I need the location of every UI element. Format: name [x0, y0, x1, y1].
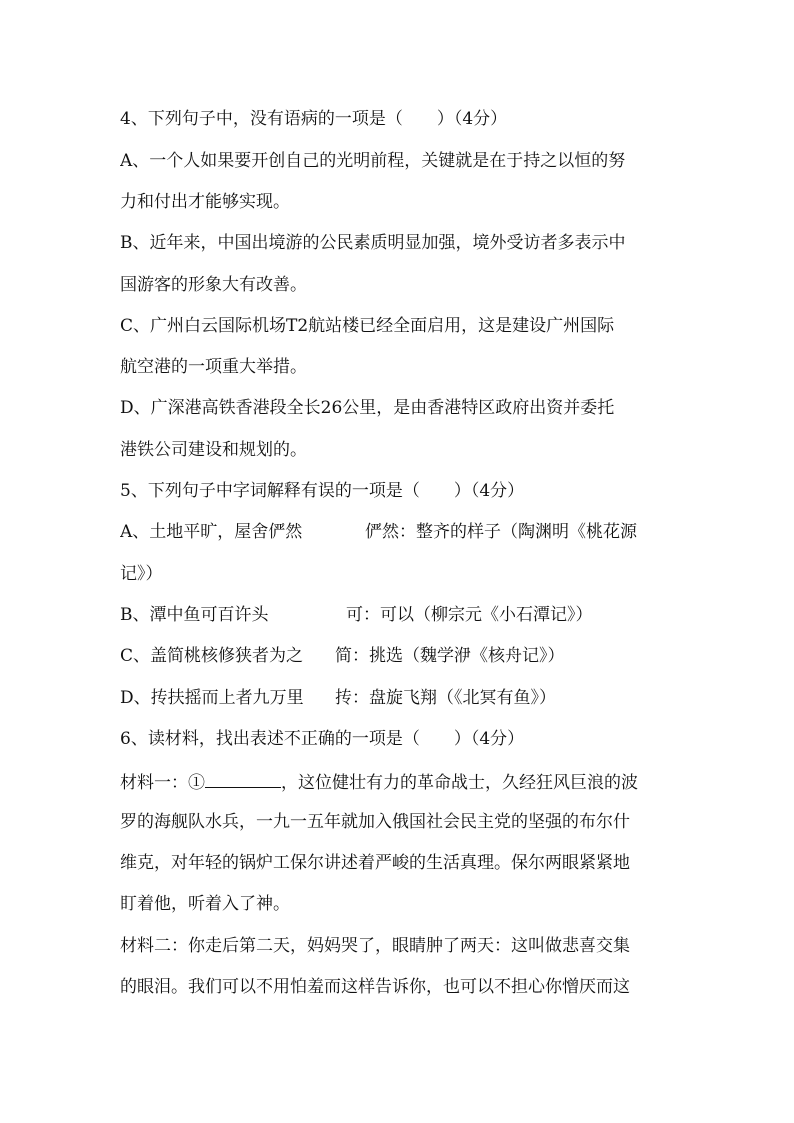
q4-option-c-line2: 航空港的一项重大举措。: [120, 357, 307, 377]
q6-material-1-text: ，这位健壮有力的革命战士，久经狂风巨浪的波: [281, 773, 638, 793]
q4-option-b-line2: 国游客的形象大有改善。: [120, 275, 307, 295]
question-5-stem: 5、下列句子中字词解释有误的一项是（ ）（4分）: [120, 481, 525, 501]
q5-option-c-sentence: C、盖简桃核修狭者为之: [120, 646, 304, 666]
q4-option-b-line1: B、近年来，中国出境游的公民素质明显加强，境外受访者多表示中: [120, 233, 626, 253]
q5-option-b-explanation: 可：可以（柳宗元《小石潭记》）: [346, 605, 593, 625]
q4-option-c-line1: C、广州白云国际机场T2航站楼已经全面启用，这是建设广州国际: [120, 316, 615, 336]
q5-option-d-sentence: D、抟扶摇而上者九万里: [120, 688, 304, 708]
fill-in-blank: [205, 769, 281, 788]
q4-option-a-line1: A、一个人如果要开创自己的光明前程，关键就是在于持之以恒的努: [120, 151, 626, 171]
q6-material-1-line1: [120, 769, 680, 794]
q5-option-b-sentence: B、潭中鱼可百许头: [120, 605, 269, 625]
q4-option-d-line1: D、广深港高铁香港段全长26公里，是由香港特区政府出资并委托: [120, 398, 615, 418]
q5-option-d: [120, 687, 680, 709]
q5-option-a-sentence: A、土地平旷，屋舍俨然: [120, 522, 303, 542]
q5-option-c-explanation: 简：挑选（魏学洢《核舟记》）: [335, 646, 565, 666]
q5-option-c: [120, 645, 680, 667]
q5-option-a: [120, 521, 680, 543]
question-6-stem: 6、读材料，找出表述不正确的一项是（ ）（4分）: [120, 729, 525, 749]
q6-material-1-line4: 盯着他，听着入了神。: [120, 894, 290, 914]
q4-option-d-line2: 港铁公司建设和规划的。: [120, 440, 307, 460]
q5-option-b: [120, 604, 680, 626]
q6-material-1-line2: 罗的海舰队水兵，一九一五年就加入俄国社会民主党的坚强的布尔什: [120, 812, 630, 832]
q5-option-a-continued: 记》）: [120, 564, 163, 584]
q4-option-a-line2: 力和付出才能够实现。: [120, 192, 290, 212]
q5-option-d-explanation: 抟：盘旋飞翔（《北冥有鱼》）: [335, 688, 556, 708]
q5-option-a-explanation: 俨然：整齐的样子（陶渊明《桃花源: [365, 522, 637, 542]
question-4-stem: 4、下列句子中，没有语病的一项是（ ）（4分）: [120, 109, 508, 129]
q6-material-1-line3: 维克，对年轻的锅炉工保尔讲述着严峻的生活真理。保尔两眼紧紧地: [120, 853, 630, 873]
q6-material-2-line2: 的眼泪。我们可以不用怕羞而这样告诉你，也可以不担心你憎厌而这: [120, 977, 630, 997]
q6-material-1-label: 材料一：①: [120, 773, 205, 793]
q6-material-2-line1: 材料二：你走后第二天，妈妈哭了，眼睛肿了两天：这叫做悲喜交集: [120, 936, 630, 956]
